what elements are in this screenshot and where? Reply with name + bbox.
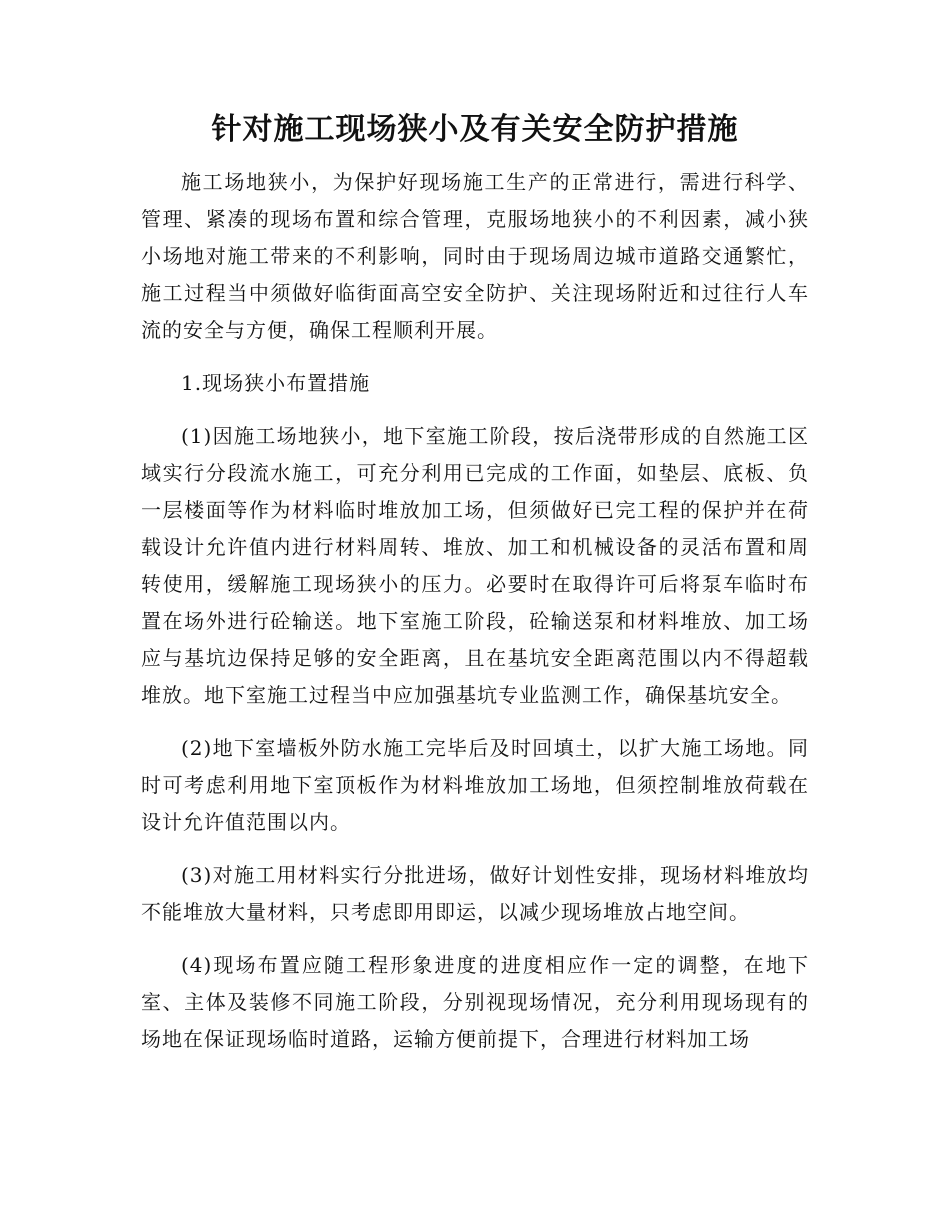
paragraph-2: (2)地下室墙板外防水施工完毕后及时回填土，以扩大施工场地。同时可考虑利用地下室顶板作为材料堆放加工场地，但须控制堆放荷载在设计允许值范围以内。 <box>141 736 809 834</box>
section-heading: 1.现场狭小布置措施 <box>181 371 371 395</box>
document-title: 针对施工现场狭小及有关安全防护措施 <box>211 112 739 147</box>
document-body <box>141 164 809 1074</box>
paragraph-1: (1)因施工场地狭小，地下室施工阶段，按后浇带形成的自然施工区域实行分段流水施工，可充分利用已完成的工作面，如垫层、底板、负一层楼面等作为材料临时堆放加工场，但须做好已完工程的保护并在荷载设计允许值内进行材料周转、堆放、加工和机械设备的灵活布置和周转使用，缓解施工现场狭小的压力。必要时在取得许可后将泵车临时布置在场外进行砼输送。地下室施工阶段，砼输送泵和材料堆放、加工场应与基坑边保持足够的安全距离，且在基坑安全距离范围以内不得超载堆放。地下室施工过程当中应加强基坑专业监测工作，确保基坑安全。 <box>141 424 809 707</box>
paragraph-3: (3)对施工用材料实行分批进场，做好计划性安排，现场材料堆放均不能堆放大量材料，只考虑即用即运，以减少现场堆放占地空间。 <box>141 863 809 924</box>
intro-paragraph: 施工场地狭小，为保护好现场施工生产的正常进行，需进行科学、管理、紧凑的现场布置和综合管理，克服场地狭小的不利因素，减小狭小场地对施工带来的不利影响，同时由于现场周边城市道路交通繁忙，施工过程当中须做好临街面高空安全防护、关注现场附近和过往行人车流的安全与方便，确保工程顺利开展。 <box>141 170 809 342</box>
paragraph-4: (4)现场布置应随工程形象进度的进度相应作一定的调整，在地下室、主体及装修不同施工阶段，分别视现场情况，充分利用现场现有的场地在保证现场临时道路，运输方便前提下，合理进行材料加工场 <box>141 953 809 1051</box>
